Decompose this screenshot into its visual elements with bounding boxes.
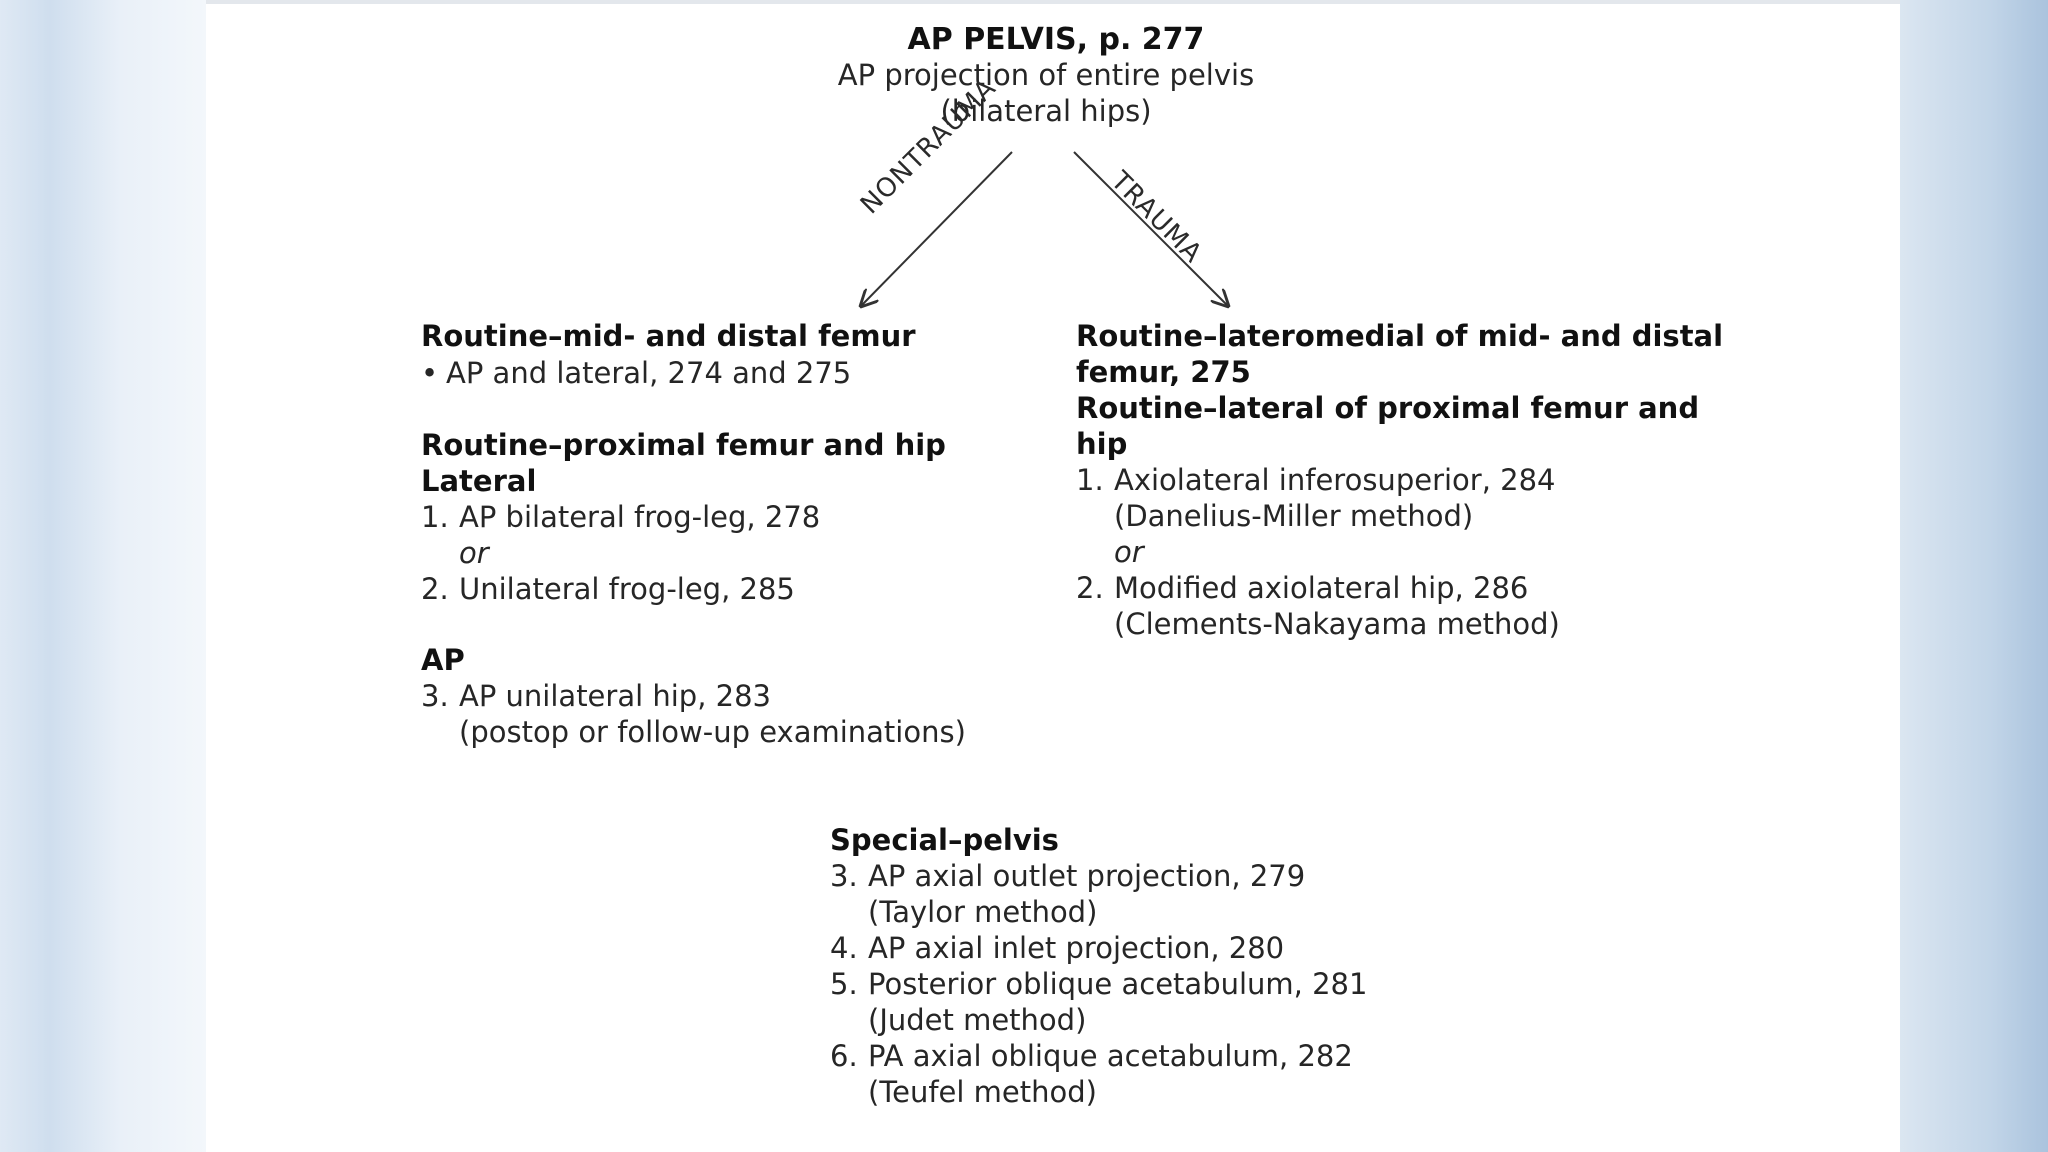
document-page — [206, 0, 1900, 1152]
left-item-text: AP bilateral frog-leg, 278 — [459, 500, 821, 534]
left-heading-mid-distal-femur: Routine–mid- and distal femur — [421, 319, 916, 353]
left-item-num: 1. — [421, 500, 449, 534]
left-item-text: (postop or follow-up examinations) — [459, 715, 966, 749]
right-heading-lateromedial: Routine–lateromedial of mid- and distal — [1076, 319, 1724, 353]
right-item-text: (Danelius-Miller method) — [1114, 499, 1474, 533]
left-heading-lateral: Lateral — [421, 464, 537, 498]
special-item-text: (Teufel method) — [868, 1075, 1097, 1109]
right-item-text: Modified axiolateral hip, 286 — [1114, 571, 1529, 605]
right-item-or: or — [1114, 535, 1144, 569]
special-item-text: AP axial outlet projection, 279 — [868, 859, 1306, 893]
right-item-text: Axiolateral inferosuperior, 284 — [1114, 463, 1556, 497]
left-bullet-mark: • — [421, 356, 439, 390]
nontrauma-label: NONTRAUMA — [855, 72, 1003, 221]
left-item-num: 2. — [421, 572, 449, 606]
trauma-label: TRAUMA — [1104, 166, 1208, 270]
special-item-text: (Judet method) — [868, 1003, 1087, 1037]
left-item-text: Unilateral frog-leg, 285 — [459, 572, 795, 606]
right-item-num: 1. — [1076, 463, 1104, 497]
right-item-text: (Clements-Nakayama method) — [1114, 607, 1560, 641]
special-item-num: 5. — [830, 967, 858, 1001]
right-item-num: 2. — [1076, 571, 1104, 605]
special-item-num: 3. — [830, 859, 858, 893]
branch-arrows — [206, 4, 1900, 324]
left-heading-proximal-femur: Routine–proximal femur and hip — [421, 428, 946, 462]
special-item-text: AP axial inlet projection, 280 — [868, 931, 1285, 965]
left-bullet-text: AP and lateral, 274 and 275 — [446, 356, 852, 390]
diagram-subtitle-2: (bilateral hips) — [940, 94, 1152, 128]
diagram-subtitle: AP projection of entire pelvis — [837, 58, 1255, 92]
diagram-title: AP PELVIS, p. 277 — [907, 22, 1205, 57]
right-heading-lateral-proximal: Routine–lateral of proximal femur and — [1076, 391, 1700, 425]
right-heading-lateromedial-cont: femur, 275 — [1076, 355, 1251, 389]
left-item-text: AP unilateral hip, 283 — [459, 679, 772, 713]
special-item-text: PA axial oblique acetabulum, 282 — [868, 1039, 1353, 1073]
special-item-text: Posterior oblique acetabulum, 281 — [868, 967, 1368, 1001]
special-item-num: 4. — [830, 931, 858, 965]
left-item-or: or — [459, 536, 489, 570]
left-item-num: 3. — [421, 679, 449, 713]
special-heading: Special–pelvis — [830, 823, 1059, 857]
special-item-text: (Taylor method) — [868, 895, 1098, 929]
special-item-num: 6. — [830, 1039, 858, 1073]
right-heading-lateral-proximal-cont: hip — [1076, 427, 1128, 461]
left-heading-ap: AP — [421, 643, 465, 677]
